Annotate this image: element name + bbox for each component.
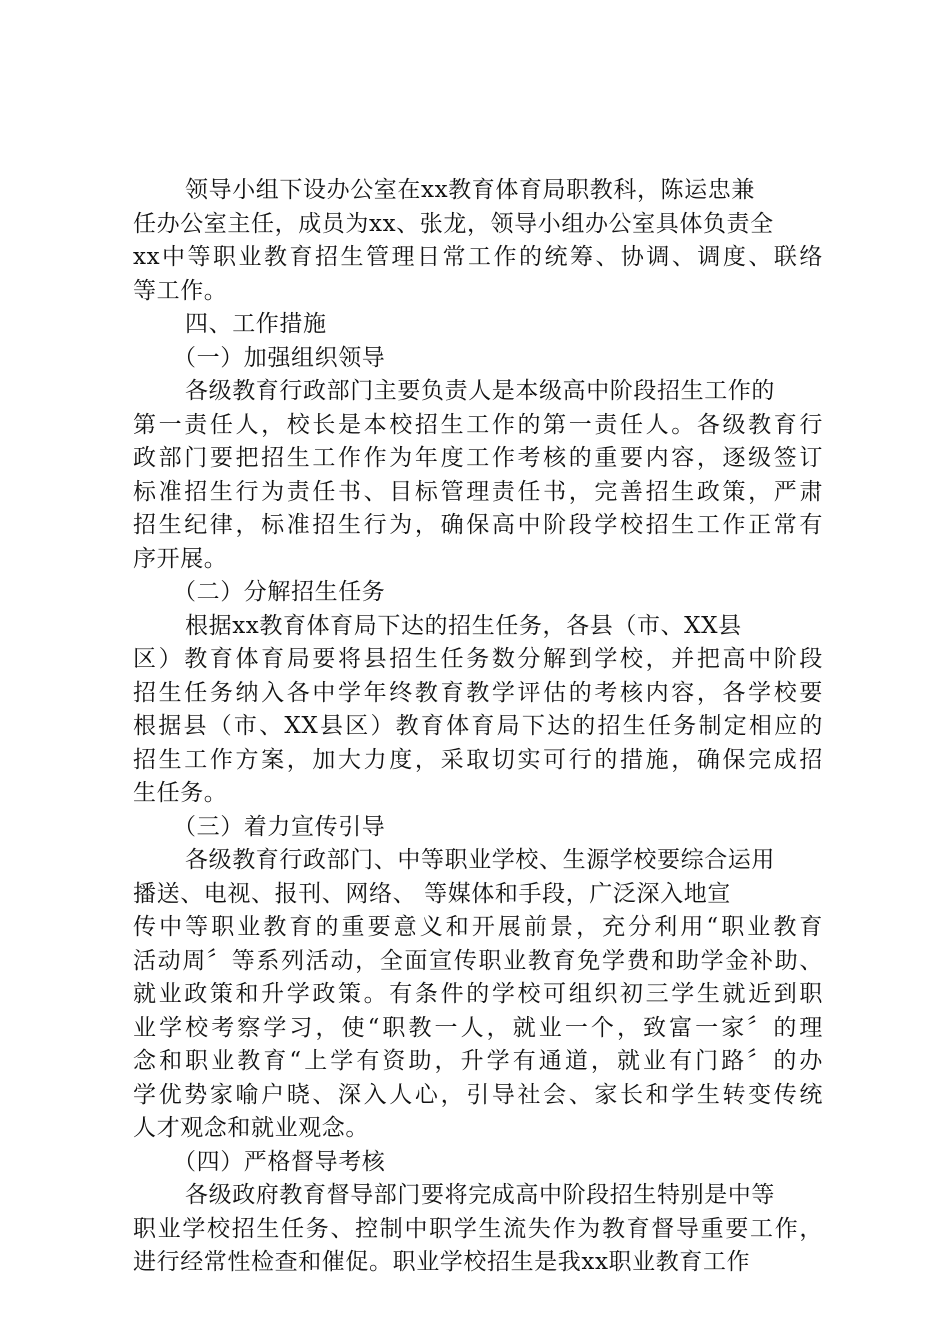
paragraph-line: 就业政策和升学政策。有条件的学校可组织初三学生就近到职 <box>133 981 823 1007</box>
paragraph-line: 职业学校招生任务、控制中职学生流失作为教育督导重要工作， <box>133 1215 823 1242</box>
paragraph-line: 区）教育体育局要将县招生任务数分解到学校，并把高中阶段 <box>133 646 823 672</box>
paragraph-line: 序开展。 <box>133 545 228 572</box>
paragraph-line: 业学校考察学习，使“职教一人，就业一个，致富一家〞的理 <box>133 1014 823 1041</box>
paragraph-line: 活动周〞等系列活动，全面宣传职业教育免学费和助学金补助、 <box>133 947 823 974</box>
paragraph-line: 招生工作方案，加大力度，采取切实可行的措施，确保完成招 <box>133 746 823 773</box>
paragraph-line: 各级政府教育督导部门要将完成高中阶段招生特别是中等 <box>185 1182 775 1208</box>
paragraph-line: 传中等职业教育的重要意义和开展前景，充分利用“职业教育 <box>133 914 823 940</box>
subsection-heading: （四）严格督导考核 <box>173 1148 386 1175</box>
paragraph-line: 学优势家喻户晓、深入人心，引导社会、家长和学生转变传统 <box>133 1081 823 1108</box>
subsection-heading: （一）加强组织领导 <box>173 344 386 371</box>
paragraph-line: 根据xx教育体育局下达的招生任务，各县（市、XX县 <box>185 612 742 639</box>
paragraph-line: 人才观念和就业观念。 <box>133 1115 369 1141</box>
paragraph-line: 念和职业教育“上学有资助，升学有通道，就业有门路〞的办 <box>133 1048 823 1074</box>
document-body <box>133 174 833 1280</box>
paragraph-line: 等工作。 <box>133 277 228 304</box>
paragraph-line: 生任务。 <box>133 780 228 806</box>
subsection-heading: （三）着力宣传引导 <box>173 813 386 840</box>
paragraph-line: 各级教育行政部门、中等职业学校、生源学校要综合运用 <box>185 847 775 873</box>
paragraph-line: 第一责任人，校长是本校招生工作的第一责任人。各级教育行 <box>133 411 823 438</box>
paragraph-line: 招生纪律，标准招生行为，确保高中阶段学校招生工作正常有 <box>133 512 823 538</box>
paragraph-line: 播送、电视、报刊、网络、 等媒体和手段，广泛深入地宣 <box>133 880 731 907</box>
paragraph-line: 任办公室主任，成员为xx、张龙，领导小组办公室具体负责全 <box>133 210 774 237</box>
paragraph-line: 招生任务纳入各中学年终教育教学评估的考核内容，各学校要 <box>133 679 823 706</box>
subsection-heading: （二）分解招生任务 <box>173 579 386 605</box>
paragraph-line: 政部门要把招生工作作为年度工作考核的重要内容，逐级签订 <box>133 445 823 471</box>
paragraph-line: 根据县（市、XX县区）教育体育局下达的招生任务制定相应的 <box>133 713 823 739</box>
paragraph-line: xx中等职业教育招生管理日常工作的统筹、协调、调度、联络 <box>133 244 823 270</box>
paragraph-line: 标准招生行为责任书、目标管理责任书，完善招生政策，严肃 <box>133 478 823 505</box>
section-heading: 四、工作措施 <box>185 311 327 337</box>
paragraph-line: 进行经常性检查和催促。职业学校招生是我xx职业教育工作 <box>133 1249 751 1275</box>
paragraph-line: 领导小组下设办公室在xx教育体育局职教科，陈运忠兼 <box>185 177 755 203</box>
paragraph-line: 各级教育行政部门主要负责人是本级高中阶段招生工作的 <box>185 378 775 404</box>
